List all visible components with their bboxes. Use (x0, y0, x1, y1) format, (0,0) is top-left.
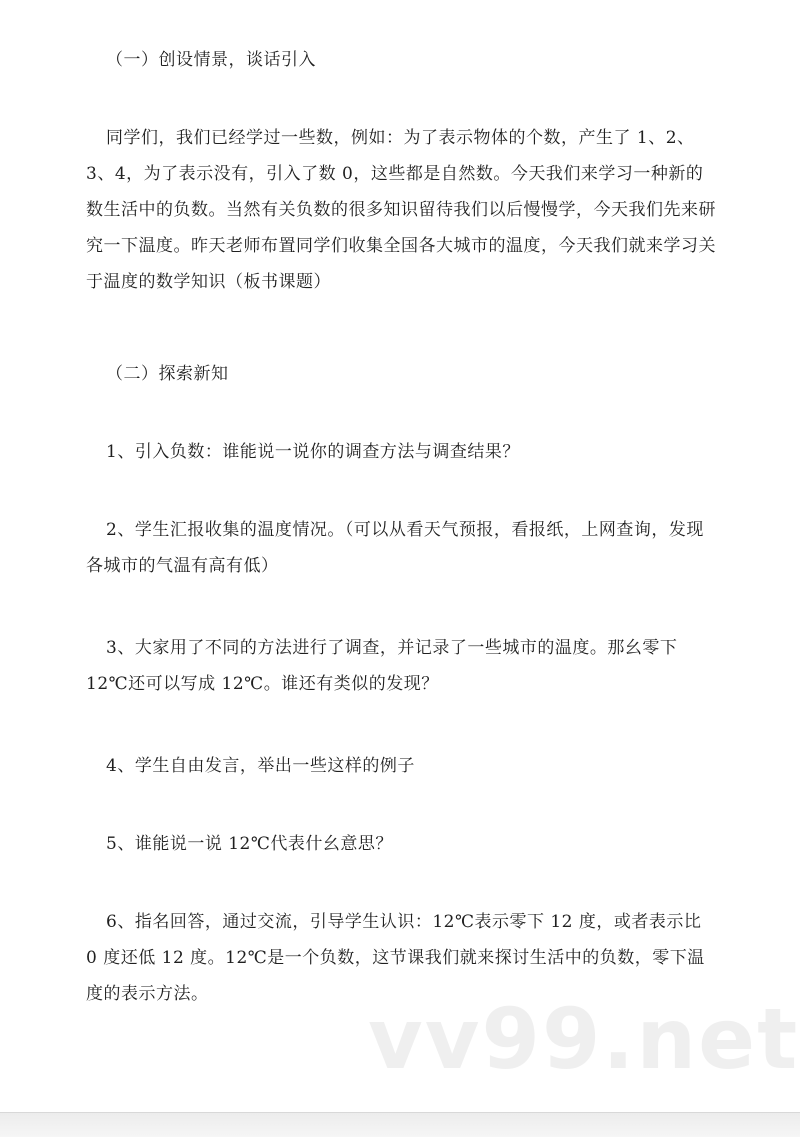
section-heading-1: （一）创设情景，谈话引入 (106, 50, 316, 70)
list-item-4: 4、学生自由发言，举出一些这样的例子 (106, 756, 415, 776)
watermark: vv99.net (368, 990, 800, 1088)
list-item-1: 1、引入负数：谁能说一说你的调查方法与调查结果？ (106, 442, 520, 462)
list-item-3: 3、大家用了不同的方法进行了调查，并记录了一些城市的温度。那幺零下 12℃还可以写成 12℃。谁还有类似的发现？ (86, 638, 678, 694)
list-item-5: 5、谁能说一说 12℃代表什幺意思？ (106, 834, 393, 854)
list-item-2: 2、学生汇报收集的温度情况。（可以从看天气预报，看报纸，上网查询，发现各城市的气温有高有低） (86, 520, 704, 576)
section-heading-2: （二）探索新知 (106, 364, 229, 384)
intro-paragraph: 同学们，我们已经学过一些数，例如：为了表示物体的个数，产生了 1、2、3、4，为了表示没有，引入了数 0，这些都是自然数。今天我们来学习一种新的数生活中的负数。当然有关负数的很多知识留待我们以后慢慢学，今天我们先来研究一下温度。昨天老师布置同学们收集全国各大城市的温度，今天我们就来学习关于温度的数学知识（板书课题） (86, 128, 716, 292)
page-bottom-edge (0, 1112, 800, 1137)
list-item-6: 6、指名回答，通过交流，引导学生认识：12℃表示零下 12 度，或者表示比 0 度还低 12 度。12℃是一个负数，这节课我们就来探讨生活中的负数，零下温度的表示方法。 (86, 912, 705, 1004)
